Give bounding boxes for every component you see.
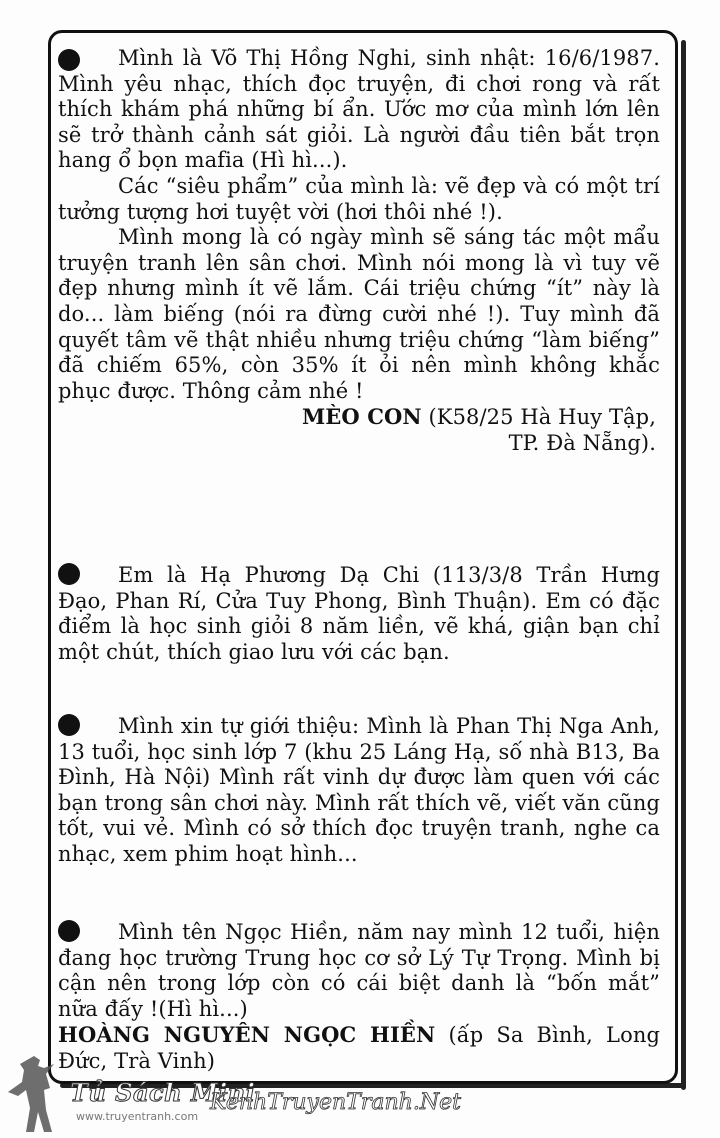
entry-paragraph: Mình mong là có ngày mình sẽ sáng tác một mẩu truyện tranh lên sân chơi. Mình nói mong là vì tuy vẽ đẹp nhưng mình ít vẽ lắm. Cái triệu chứng “ít” này là do... làm biếng (nói ra đừng cười nhé !). Tuy mình đã quyết tâm vẽ thật nhiều nhưng triệu chứng “làm biếng” đã chiếm 65%, còn 35% ít ỏi nên mình không khắc phục được. Thông cảm nhé ! <box>58 225 660 403</box>
frame-shadow-right <box>681 40 686 1090</box>
reader-entry-2 <box>58 563 660 665</box>
reader-entry-3 <box>58 714 660 868</box>
entry-paragraph: Em là Hạ Phương Dạ Chi (113/3/8 Trần Hưng Đạo, Phan Rí, Cửa Tuy Phong, Bình Thuận). Em có đặc điểm là học sinh giỏi 8 năm liền, vẽ khá, giận bạn chỉ một chút, thích giao lưu với các bạn. <box>58 563 660 664</box>
entry-paragraph: Mình là Võ Thị Hồng Nghi, sinh nhật: 16/6/1987. Mình yêu nhạc, thích đọc truyện, đi chơi rong và rất thích khám phá những bí ẩn. Ước mơ của mình lớn lên sẽ trở thành cảnh sát giỏi. Là người đầu tiên bắt trọn hang ổ bọn mafia (Hì hì...). <box>58 46 660 173</box>
entry-paragraph: Mình xin tự giới thiệu: Mình là Phan Thị Nga Anh, 13 tuổi, học sinh lớp 7 (khu 25 Láng Hạ, số nhà B13, Ba Đình, Hà Nội) Mình rất vinh dự được làm quen với các bạn trong sân chơi này. Mình rất thích vẽ, viết văn cũng tốt, vui vẻ. Mình có sở thích đọc truyện tranh, nghe ca nhạc, xem phim hoạt hình... <box>58 714 660 866</box>
signature-name: MÈO CON <box>301 404 422 430</box>
signature-address: (K58/25 Hà Huy Tập, <box>428 405 656 430</box>
watermark-credit: KenhTruyenTranh.Net <box>210 1090 461 1115</box>
ninja-silhouette-icon <box>4 1052 64 1138</box>
signature-address: (ấp Sa Bình, Long Đức, Trà Vinh) <box>58 1023 660 1073</box>
bullet-icon <box>58 49 80 71</box>
signature-line <box>58 1022 660 1074</box>
signature-name: HOÀNG NGUYÊN NGỌC HIỀN <box>58 1022 436 1048</box>
reader-entry-4 <box>58 920 660 1075</box>
signature-address-line-2: TP. Đà Nẵng). <box>508 430 656 455</box>
reader-entry-1 <box>58 46 660 457</box>
watermark-brand: Tủ Sách Mini <box>70 1078 256 1107</box>
entry-text <box>58 920 660 1075</box>
entry-text <box>58 563 660 665</box>
bullet-icon <box>58 920 80 942</box>
entry-text <box>58 714 660 868</box>
entry-text <box>58 46 660 457</box>
watermark-site: www.truyentranh.com <box>76 1110 199 1123</box>
entry-paragraph: Mình tên Ngọc Hiền, năm nay mình 12 tuổi, hiện đang học trường Trung học cơ sở Lý Tự Trọng. Mình bị cận nên trong lớp còn có cái biệt danh là “bốn mắt” nữa đấy !(Hì hì...) <box>58 920 660 1021</box>
bullet-icon <box>58 563 80 585</box>
signature-line <box>58 404 660 431</box>
bullet-icon <box>58 714 80 736</box>
entry-paragraph: Các “siêu phẩm” của mình là: vẽ đẹp và có một trí tưởng tượng hơi tuyệt vời (hơi thôi nhé !). <box>58 173 660 224</box>
